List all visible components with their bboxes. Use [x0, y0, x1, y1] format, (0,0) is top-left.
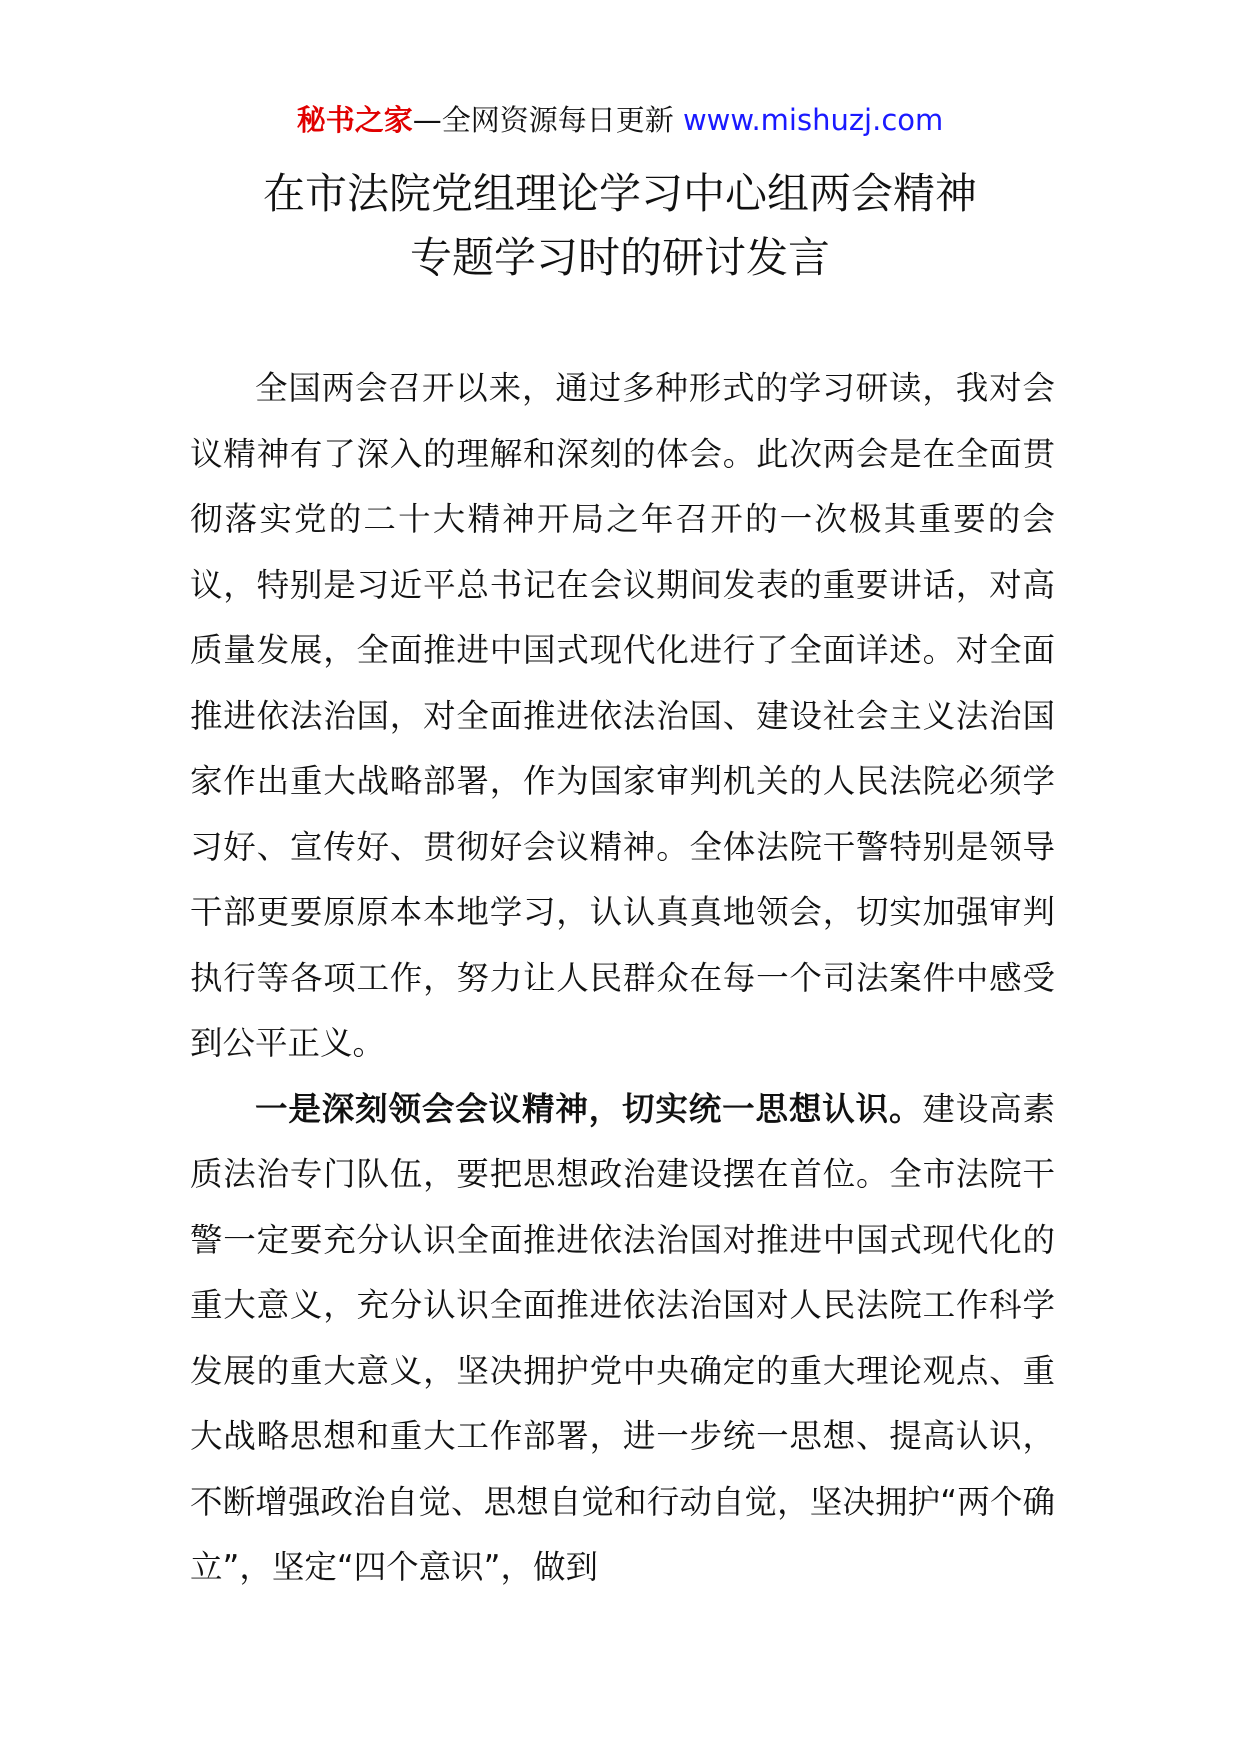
paragraph-heading: 一是深刻领会会议精神，切实统一思想认识。	[255, 1089, 923, 1128]
site-url-link[interactable]: www.mishuzj.com	[682, 103, 944, 137]
document-title	[0, 162, 1240, 290]
paragraph-point-one	[190, 1077, 1055, 1601]
site-header	[0, 100, 1240, 140]
paragraph-text: 建设高素质法治专门队伍，要把思想政治建设摆在首位。全市法院干警一定要充分认识全面推进依法治国对推进中国式现代化的重大意义，充分认识全面推进依法治国对人民法院工作科学发展的重大意义，坚决拥护党中央确定的重大理论观点、重大战略思想和重大工作部署，进一步统一思想、提高认识，不断增强政治自觉、思想自觉和行动自觉，坚决拥护“两个确立”，坚定“四个意识”，做到	[190, 1089, 1055, 1586]
title-line-1: 在市法院党组理论学习中心组两会精神	[262, 169, 977, 218]
title-line-2: 专题学习时的研讨发言	[409, 233, 830, 282]
document-body	[190, 356, 1055, 1601]
paragraph-text: 全国两会召开以来，通过多种形式的学习研读，我对会议精神有了深入的理解和深刻的体会。此次两会是在全面贯彻落实党的二十大精神开局之年召开的一次极其重要的会议，特别是习近平总书记在会议期间发表的重要讲话，对高质量发展，全面推进中国式现代化进行了全面详述。对全面推进依法治国，对全面推进依法治国、建设社会主义法治国家作出重大战略部署，作为国家审判机关的人民法院必须学习好、宣传好、贯彻好会议精神。全体法院干警特别是领导干部更要原原本本地学习，认认真真地领会，切实加强审判执行等各项工作，努力让人民群众在每一个司法案件中感受到公平正义。	[190, 369, 1055, 1062]
paragraph-intro	[190, 356, 1055, 1077]
site-brand: 秘书之家	[296, 103, 413, 137]
site-slogan: —全网资源每日更新	[412, 103, 674, 137]
